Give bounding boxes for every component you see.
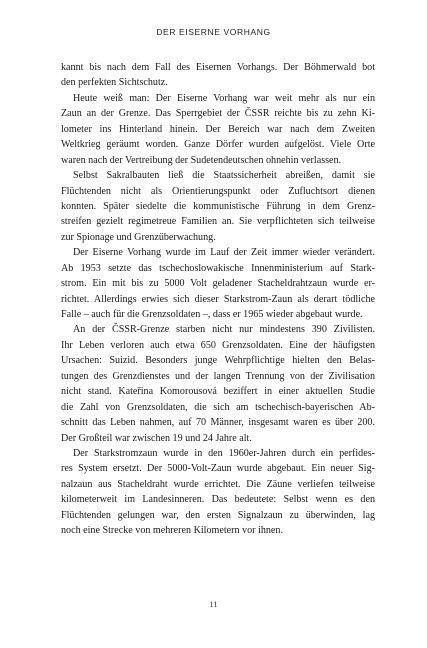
running-head: DER EISERNE VORHANG [156, 27, 271, 37]
text-line: den perfekten Sichtschutz. [61, 77, 168, 89]
text-line: Flüchtenden nicht als Orientierungspunkt oder Zufluchtsort dienen [61, 185, 375, 197]
text-line: Zaun an der Grenze. Das Sperrgebiet der ČSSR reichte bis zu zehn Ki- [61, 108, 375, 120]
text-line: Der Großteil war zwischen 19 und 24 Jahre alt. [61, 432, 252, 444]
text-line: schnitt das Leben nahmen, auf 70 Männer, insgesamt waren es über 200. [61, 417, 375, 429]
text-line: lometer ins Hinterland hinein. Der Bereich war nach dem Zweiten [61, 123, 375, 135]
text-line: nicht stand. Kateřina Komorousová beziffert in einer aktuellen Studie [61, 386, 375, 398]
text-line: Selbst Sakralbauten ließ die Staatssicherheit abreißen, damit sie [73, 170, 375, 182]
text-line: zur Spionage und Grenzüberwachung. [61, 231, 216, 243]
text-line: nalzaun aus Stacheldraht wurde errichtet. Die Zäune verliefen teilweise [61, 478, 375, 490]
text-line: strom. Ein mit bis zu 5000 Volt geladener Stacheldrahtzaun wurde er- [61, 278, 375, 290]
text-line: res System ersetzt. Der 5000-Volt-Zaun wurde abgebaut. Ein neuer Sig- [61, 463, 375, 475]
text-line: Ursachen: Suizid. Besonders junge Wehrpflichtige hielten den Belas- [61, 355, 375, 367]
paragraph [61, 446, 375, 539]
paragraph [61, 91, 375, 168]
text-line: Weltkrieg geräumt worden. Ganze Dörfer wurden aufgelöst. Viele Orte [61, 139, 375, 151]
text-line: Ab 1953 setzte das tschechoslowakische Innenministerium auf Stark- [61, 262, 375, 274]
text-line: Heute weiß man: Der Eiserne Vorhang war weit mehr als nur ein [73, 92, 375, 104]
text-line: richtet. Allerdings erwies sich dieser Starkstrom-Zaun als derart tödliche [61, 293, 375, 305]
text-line: Der Eiserne Vorhang wurde im Lauf der Zeit immer wieder verändert. [73, 247, 375, 259]
body-text [61, 60, 375, 539]
text-line: konnten. Später siedelte die kommunistische Führung in dem Grenz- [61, 200, 375, 212]
text-line: tungen des Grenzdienstes und der langen Trennung von der Zivilisation [61, 370, 375, 382]
text-line: Ihr Leben verloren auch etwa 650 Grenzsoldaten. Eine der häufigsten [61, 339, 375, 351]
text-line: die Zahl von Grenzsoldaten, die sich am tschechisch-bayerischen Ab- [61, 401, 375, 413]
text-line: noch eine Strecke von mehreren Kilometern vor ihnen. [61, 525, 283, 537]
text-line: waren nach der Vertreibung der Sudetendeutschen ohnehin verlassen. [61, 154, 342, 166]
text-line: Flüchtenden gelungen war, den ersten Signalzaun zu überwinden, lag [61, 509, 375, 521]
text-line: Der Starkstromzaun wurde in den 1960er-Jahren durch ein perfides- [73, 447, 375, 459]
text-line: kannt bis nach dem Fall des Eisernen Vorhangs. Der Böhmerwald bot [61, 62, 375, 73]
text-line: Falle – auch für die Grenzsoldaten –, dass er 1965 wieder abgebaut wurde. [61, 309, 363, 320]
paragraph [61, 322, 375, 446]
page-number: 11 [209, 599, 218, 609]
text-line: streifen gezielt regimetreue Familien an. Sie verpflichteten sich teilweise [61, 216, 375, 228]
paragraph [61, 245, 375, 322]
paragraph [61, 168, 375, 245]
paragraph [61, 60, 375, 91]
text-line: An der ČSSR-Grenze starben nicht nur mindestens 390 Zivilisten. [73, 324, 375, 336]
text-line: kilometerweit im Landesinneren. Das bedeutete: Selbst wenn es den [61, 494, 375, 506]
